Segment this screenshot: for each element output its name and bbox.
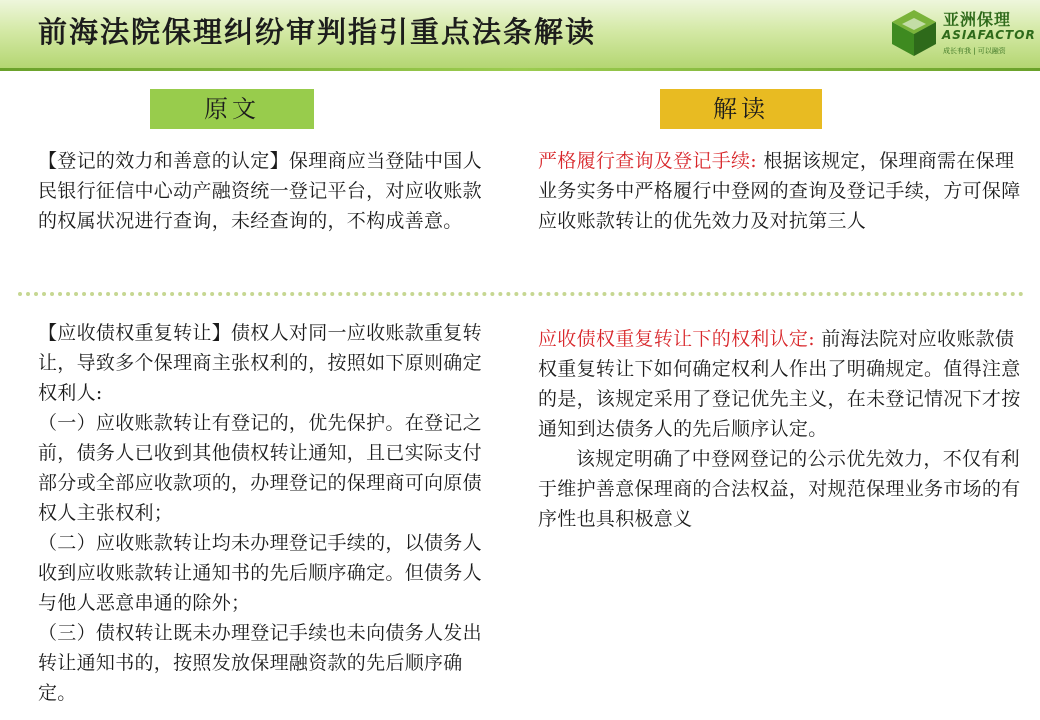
header-divider <box>0 68 1040 71</box>
registration-effect-original <box>38 146 498 236</box>
registration-effect-text: 【登记的效力和善意的认定】保理商应当登陆中国人民银行征信中心动产融资统一登记平台，对应收账款的权属状况进行查询，未经查询的，不构成善意。 <box>38 150 482 232</box>
registration-effect-interp-text: 根据该规定，保理商需在保理业务实务中严格履行中登网的查询及登记手续，方可保障应收账款转让的优先效力及对抗第三人 <box>538 150 1021 232</box>
section-divider <box>18 292 1024 296</box>
registration-effect-heading: 严格履行查询及登记手续: <box>538 150 758 172</box>
repeated-transfer-interpretation <box>538 324 1024 534</box>
original-text-label: 原文 <box>150 89 314 129</box>
slide-title: 前海法院保理纠纷审判指引重点法条解读 <box>38 15 597 49</box>
repeated-transfer-original <box>38 318 498 708</box>
repeated-transfer-conclusion: 该规定明确了中登网登记的公示优先效力，不仅有利于维护善意保理商的合法权益，对规范保理业务市场的有序性也具积极意义 <box>538 448 1021 530</box>
repeated-transfer-interp-paragraph <box>538 324 1024 444</box>
registration-effect-interpretation <box>538 146 1024 236</box>
repeated-transfer-interp-text: 前海法院对应收账款债权重复转让下如何确定权利人作出了明确规定。值得注意的是，该规定采用了登记优先主义，在未登记情况下才按通知到达债务人的先后顺序认定。 <box>538 328 1021 440</box>
repeated-transfer-intro: 【应收债权重复转让】债权人对同一应收账款重复转让，导致多个保理商主张权利的，按照如下原则确定权利人: <box>38 322 482 404</box>
repeated-transfer-item-2: （二）应收账款转让均未办理登记手续的，以债务人收到应收账款转让通知书的先后顺序确定。但债务人与他人恶意串通的除外； <box>38 532 482 614</box>
interpretation-label: 解读 <box>660 89 822 129</box>
registration-effect-interp-paragraph <box>538 146 1024 236</box>
logo-chinese-name: 亚洲保理 <box>943 10 1012 29</box>
repeated-transfer-item-1: （一）应收账款转让有登记的，优先保护。在登记之前，债务人已收到其他债权转让通知，且已实际支付部分或全部应收款项的，办理登记的保理商可向原债权人主张权利； <box>38 412 482 524</box>
repeated-transfer-item-3: （三）债权转让既未办理登记手续也未向债务人发出转让通知书的，按照发放保理融资款的先后顺序确定。 <box>38 622 482 704</box>
asiafactor-logo <box>884 4 1034 62</box>
repeated-transfer-heading: 应收债权重复转让下的权利认定: <box>538 328 815 350</box>
logo-english-name: ASIAFACTOR <box>942 28 1036 42</box>
logo-slogan: 成长有我 | 可以融资 <box>943 47 1006 55</box>
cube-logo-icon <box>890 8 938 58</box>
